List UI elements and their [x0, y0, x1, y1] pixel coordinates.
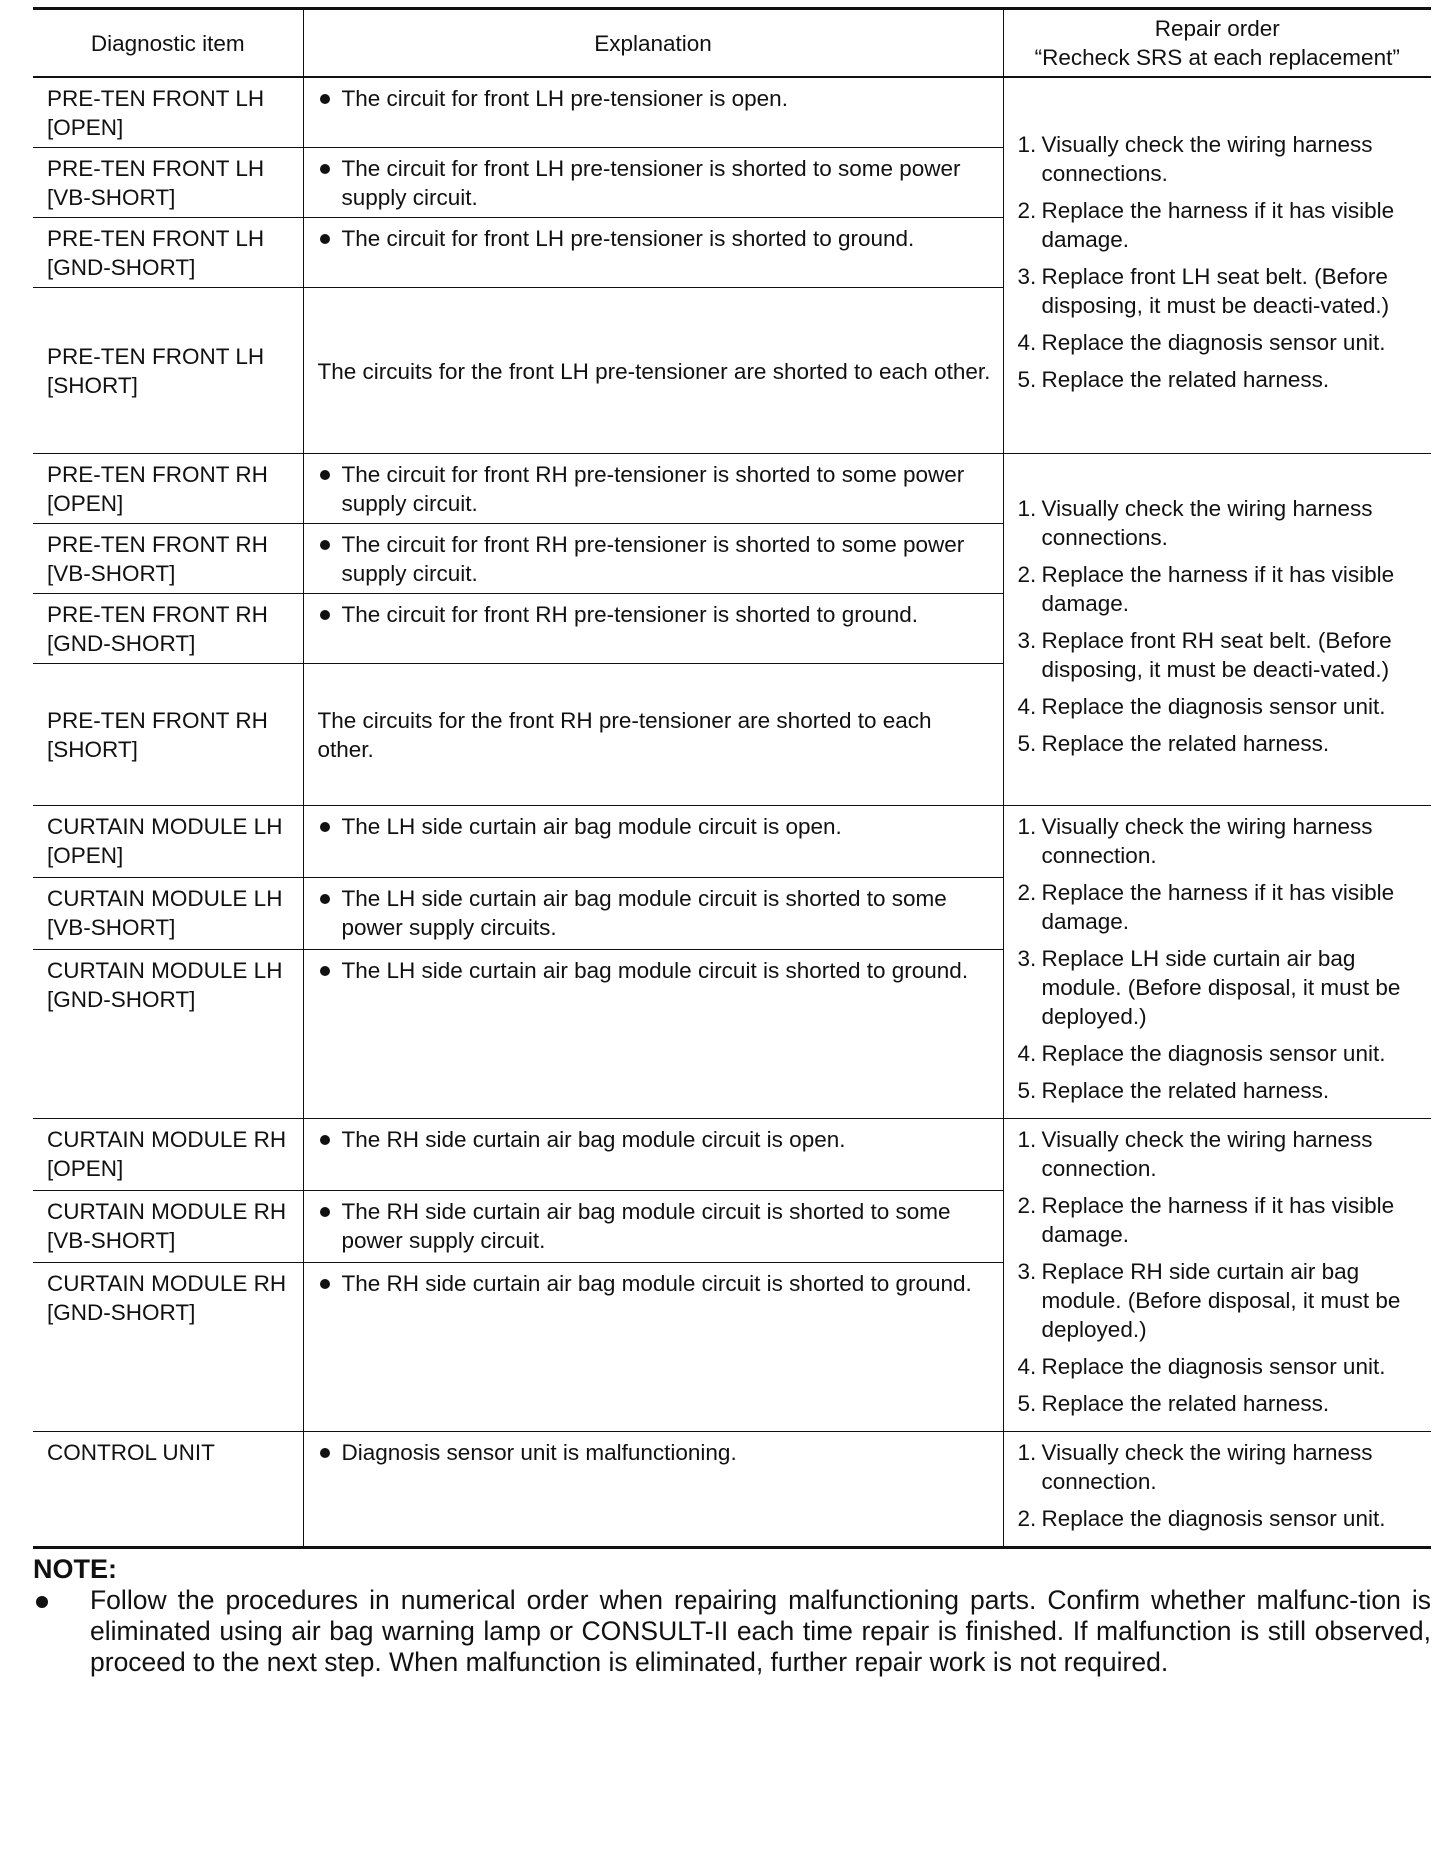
diagnostic-item-cell: [33, 524, 303, 594]
diagnostic-item-name: CURTAIN MODULE LH: [47, 814, 283, 839]
diagnostic-item-name: PRE-TEN FRONT LH: [47, 156, 265, 181]
note-title: NOTE:: [33, 1554, 117, 1584]
bullet-icon: [320, 1279, 330, 1289]
explanation-cell: [303, 454, 1003, 524]
explanation-text: The LH side curtain air bag module circuit is shorted to ground.: [341, 958, 969, 984]
repair-step: [1018, 1352, 1422, 1381]
diagnostic-item-cell: [33, 664, 303, 806]
repair-step-number: 5.: [1017, 731, 1037, 756]
diagnostic-item-cell: [33, 1263, 303, 1432]
repair-step-text: Visually check the wiring harness connections.: [1041, 132, 1373, 186]
bullet-icon: [320, 164, 330, 174]
repair-step: [1018, 1389, 1422, 1418]
explanation-text: The circuits for the front RH pre-tensioner are shorted to each other.: [317, 708, 932, 762]
diagnostic-item-cell: [33, 878, 303, 950]
diagnostic-item-code: [SHORT]: [47, 737, 138, 762]
repair-step-number: 1.: [1017, 814, 1037, 839]
table-body: [33, 77, 1431, 1548]
repair-step-number: 2.: [1017, 198, 1037, 223]
diagnostic-item-name: PRE-TEN FRONT LH: [47, 226, 265, 251]
explanation-bullet: [318, 1269, 993, 1298]
explanation-cell: [303, 148, 1003, 218]
repair-step: [1018, 626, 1422, 684]
diagnostic-item-name: CURTAIN MODULE RH: [47, 1199, 287, 1225]
repair-step-text: Visually check the wiring harness connection.: [1041, 814, 1373, 868]
repair-step-text: Replace the harness if it has visible damage.: [1041, 880, 1395, 934]
repair-step: [1018, 944, 1422, 1031]
table-header-row: [33, 9, 1431, 78]
table-row: [33, 1119, 1431, 1191]
diagnostic-item-name: CURTAIN MODULE RH: [47, 1127, 287, 1152]
repair-steps-list: [1018, 130, 1422, 394]
header-diagnostic-item: Diagnostic item: [33, 9, 303, 78]
repair-steps-list: [1018, 812, 1422, 1105]
repair-order-cell: [1003, 1432, 1431, 1548]
repair-step-text: Visually check the wiring harness connection.: [1041, 1440, 1373, 1494]
bullet-icon: [320, 470, 330, 480]
explanation-cell: [303, 950, 1003, 1119]
repair-step-number: 3.: [1017, 1259, 1037, 1284]
repair-step-number: 3.: [1017, 264, 1037, 289]
bullet-icon: [320, 966, 330, 976]
repair-step-text: Replace the related harness.: [1041, 1078, 1330, 1103]
diagnostic-item-code: [GND-SHORT]: [47, 255, 196, 280]
repair-step-text: Replace the related harness.: [1041, 367, 1330, 392]
diagnostic-item-cell: [33, 1191, 303, 1263]
diagnostic-item-cell: [33, 288, 303, 454]
explanation-bullet: [318, 956, 993, 985]
repair-order-cell: [1003, 77, 1431, 454]
repair-step-number: 2.: [1017, 1506, 1037, 1531]
repair-step: [1018, 812, 1422, 870]
repair-step-number: 1.: [1017, 1127, 1037, 1152]
repair-step-text: Replace the harness if it has visible damage.: [1041, 1193, 1395, 1247]
explanation-text: The circuit for front RH pre-tensioner is shorted to ground.: [341, 602, 919, 627]
bullet-icon: [320, 610, 330, 620]
repair-order-cell: [1003, 806, 1431, 1119]
diagnostic-item-cell: [33, 950, 303, 1119]
repair-step-text: Replace the related harness.: [1041, 731, 1330, 756]
diagnostic-item-name: CURTAIN MODULE LH: [47, 958, 283, 984]
repair-step-text: Replace the harness if it has visible damage.: [1041, 198, 1395, 252]
repair-step-text: Replace LH side curtain air bag module. (Before disposal, it must be deployed.): [1041, 946, 1401, 1029]
repair-step-number: 1.: [1017, 132, 1037, 157]
explanation-bullet: [318, 1125, 993, 1154]
note-text: Follow the procedures in numerical order when repairing malfunctioning parts. Confirm whether malfunc-tion is eliminated using air bag warning lamp or CONSULT-II each time repair is finished. If malfunction is still observed, proceed to the next step. When malfunction is eliminated, further repair work is not required.: [90, 1585, 1431, 1677]
repair-step: [1018, 1125, 1422, 1183]
explanation-text: The RH side curtain air bag module circuit is shorted to ground.: [341, 1271, 972, 1297]
explanation-cell: [303, 878, 1003, 950]
diagnostic-item-cell: [33, 1119, 303, 1191]
diagnostic-item-name: PRE-TEN FRONT RH: [47, 532, 268, 557]
repair-step-number: 1.: [1017, 496, 1037, 521]
repair-step: [1018, 365, 1422, 394]
bullet-icon: [320, 822, 330, 832]
repair-step-text: Replace the diagnosis sensor unit.: [1041, 1354, 1386, 1379]
repair-step-number: 5.: [1017, 367, 1037, 392]
bullet-icon: [320, 1135, 330, 1145]
repair-step: [1018, 1076, 1422, 1105]
explanation-bullet: [318, 812, 993, 841]
repair-step-number: 4.: [1017, 330, 1037, 355]
explanation-cell: [303, 77, 1003, 148]
header-repair-title: Repair order: [1154, 16, 1280, 41]
header-explanation: Explanation: [303, 9, 1003, 78]
bullet-icon: [320, 1207, 330, 1217]
diagnostic-item-name: PRE-TEN FRONT RH: [47, 462, 268, 487]
diagnostic-item-name: CONTROL UNIT: [47, 1440, 215, 1465]
explanation-bullet: [318, 154, 993, 212]
diagnostic-item-cell: [33, 218, 303, 288]
repair-step-number: 5.: [1017, 1391, 1037, 1416]
bullet-icon: [320, 234, 330, 244]
explanation-text: The RH side curtain air bag module circuit is shorted to some power supply circuit.: [341, 1199, 951, 1254]
explanation-cell: [303, 1263, 1003, 1432]
repair-step-text: Visually check the wiring harness connection.: [1041, 1127, 1373, 1181]
explanation-text: The circuits for the front LH pre-tensioner are shorted to each other.: [317, 358, 991, 384]
repair-step-number: 4.: [1017, 694, 1037, 719]
diagnostic-item-code: [OPEN]: [47, 115, 124, 140]
diagnostic-item-cell: [33, 77, 303, 148]
diagnostic-item-cell: [33, 454, 303, 524]
note-item: [33, 1585, 1431, 1678]
diagnostic-item-cell: [33, 148, 303, 218]
repair-order-cell: [1003, 454, 1431, 806]
explanation-bullet: [318, 884, 993, 942]
explanation-bullet: [318, 224, 993, 253]
repair-step-number: 2.: [1017, 562, 1037, 587]
repair-step-text: Replace front LH seat belt. (Before disposing, it must be deacti-vated.): [1041, 264, 1390, 318]
diagnostic-item-code: [OPEN]: [47, 491, 124, 516]
table-row: [33, 77, 1431, 148]
explanation-text: The circuit for front RH pre-tensioner is shorted to some power supply circuit.: [341, 462, 965, 516]
repair-step-text: Replace the harness if it has visible damage.: [1041, 562, 1395, 616]
repair-step-text: Replace the diagnosis sensor unit.: [1041, 694, 1386, 719]
repair-step-text: Replace the related harness.: [1041, 1391, 1330, 1416]
repair-step-number: 3.: [1017, 946, 1037, 971]
diagnostic-table: [33, 7, 1431, 1549]
repair-step-number: 1.: [1017, 1440, 1037, 1465]
repair-step-number: 2.: [1017, 880, 1037, 905]
repair-order-cell: [1003, 1119, 1431, 1432]
diagnostic-item-name: PRE-TEN FRONT LH: [47, 344, 265, 369]
repair-step-text: Replace the diagnosis sensor unit.: [1041, 1506, 1386, 1531]
repair-step: [1018, 130, 1422, 188]
repair-step: [1018, 328, 1422, 357]
diagnostic-item-cell: [33, 806, 303, 878]
repair-step: [1018, 1504, 1422, 1533]
bullet-icon: [320, 540, 330, 550]
explanation-cell: [303, 1432, 1003, 1548]
repair-step: [1018, 1191, 1422, 1249]
table-row: [33, 454, 1431, 524]
repair-step-number: 3.: [1017, 628, 1037, 653]
repair-step-text: Replace the diagnosis sensor unit.: [1041, 1041, 1386, 1066]
diagnostic-item-code: [SHORT]: [47, 373, 138, 398]
diagnostic-item-code: [OPEN]: [47, 1156, 124, 1181]
diagnostic-item-name: PRE-TEN FRONT RH: [47, 708, 268, 733]
explanation-text: The circuit for front LH pre-tensioner is shorted to some power supply circuit.: [341, 156, 961, 210]
repair-steps-list: [1018, 494, 1422, 758]
bullet-icon: [320, 894, 330, 904]
explanation-cell: [303, 664, 1003, 806]
explanation-cell: [303, 594, 1003, 664]
repair-step: [1018, 560, 1422, 618]
diagnostic-item-name: CURTAIN MODULE LH: [47, 886, 283, 912]
repair-step-text: Replace RH side curtain air bag module. (Before disposal, it must be deployed.): [1041, 1259, 1401, 1342]
explanation-text: The LH side curtain air bag module circuit is open.: [341, 814, 842, 839]
explanation-bullet: [318, 460, 993, 518]
repair-step: [1018, 878, 1422, 936]
explanation-text: The LH side curtain air bag module circuit is shorted to some power supply circuits.: [341, 886, 947, 941]
diagnostic-item-cell: [33, 594, 303, 664]
document-page: [33, 7, 1431, 1678]
explanation-bullet: [318, 1197, 993, 1255]
explanation-cell: [303, 1119, 1003, 1191]
explanation-bullet: [318, 84, 993, 113]
explanation-text: The circuit for front LH pre-tensioner is shorted to ground.: [341, 226, 915, 251]
explanation-cell: [303, 288, 1003, 454]
table-row: [33, 806, 1431, 878]
bullet-icon: [36, 1596, 48, 1608]
diagnostic-item-code: [GND-SHORT]: [47, 987, 196, 1013]
explanation-text: Diagnosis sensor unit is malfunctioning.: [341, 1440, 737, 1465]
repair-step: [1018, 262, 1422, 320]
diagnostic-item-name: PRE-TEN FRONT LH: [47, 86, 265, 111]
diagnostic-item-code: [VB-SHORT]: [47, 561, 176, 586]
repair-step: [1018, 729, 1422, 758]
repair-step: [1018, 1257, 1422, 1344]
bullet-icon: [320, 1448, 330, 1458]
diagnostic-item-code: [VB-SHORT]: [47, 1228, 176, 1254]
repair-step: [1018, 1438, 1422, 1496]
diagnostic-item-cell: [33, 1432, 303, 1548]
note-section: [33, 1553, 1431, 1678]
header-repair-subtitle: “Recheck SRS at each replacement”: [1034, 45, 1400, 70]
repair-step-text: Visually check the wiring harness connections.: [1041, 496, 1373, 550]
diagnostic-item-code: [VB-SHORT]: [47, 915, 176, 941]
diagnostic-item-code: [VB-SHORT]: [47, 185, 176, 210]
explanation-text: The circuit for front RH pre-tensioner is shorted to some power supply circuit.: [341, 532, 965, 586]
header-repair-order: [1003, 9, 1431, 78]
repair-steps-list: [1018, 1125, 1422, 1418]
diagnostic-item-code: [GND-SHORT]: [47, 1300, 196, 1326]
explanation-cell: [303, 1191, 1003, 1263]
repair-steps-list: [1018, 1438, 1422, 1533]
bullet-icon: [320, 94, 330, 104]
repair-step-number: 5.: [1017, 1078, 1037, 1103]
explanation-cell: [303, 218, 1003, 288]
diagnostic-item-code: [OPEN]: [47, 843, 124, 868]
table-row: [33, 1432, 1431, 1548]
repair-step: [1018, 692, 1422, 721]
repair-step-number: 4.: [1017, 1041, 1037, 1066]
repair-step-number: 2.: [1017, 1193, 1037, 1218]
explanation-bullet: [318, 600, 993, 629]
repair-step: [1018, 196, 1422, 254]
explanation-bullet: [318, 530, 993, 588]
repair-step: [1018, 1039, 1422, 1068]
diagnostic-item-code: [GND-SHORT]: [47, 631, 196, 656]
repair-step-number: 4.: [1017, 1354, 1037, 1379]
explanation-text: The circuit for front LH pre-tensioner is open.: [341, 86, 788, 111]
diagnostic-item-name: CURTAIN MODULE RH: [47, 1271, 287, 1297]
explanation-cell: [303, 524, 1003, 594]
repair-step: [1018, 494, 1422, 552]
explanation-cell: [303, 806, 1003, 878]
explanation-bullet: [318, 1438, 993, 1467]
repair-step-text: Replace the diagnosis sensor unit.: [1041, 330, 1386, 355]
explanation-text: The RH side curtain air bag module circuit is open.: [341, 1127, 846, 1152]
repair-step-text: Replace front RH seat belt. (Before disposing, it must be deacti-vated.): [1041, 628, 1392, 682]
diagnostic-item-name: PRE-TEN FRONT RH: [47, 602, 268, 627]
